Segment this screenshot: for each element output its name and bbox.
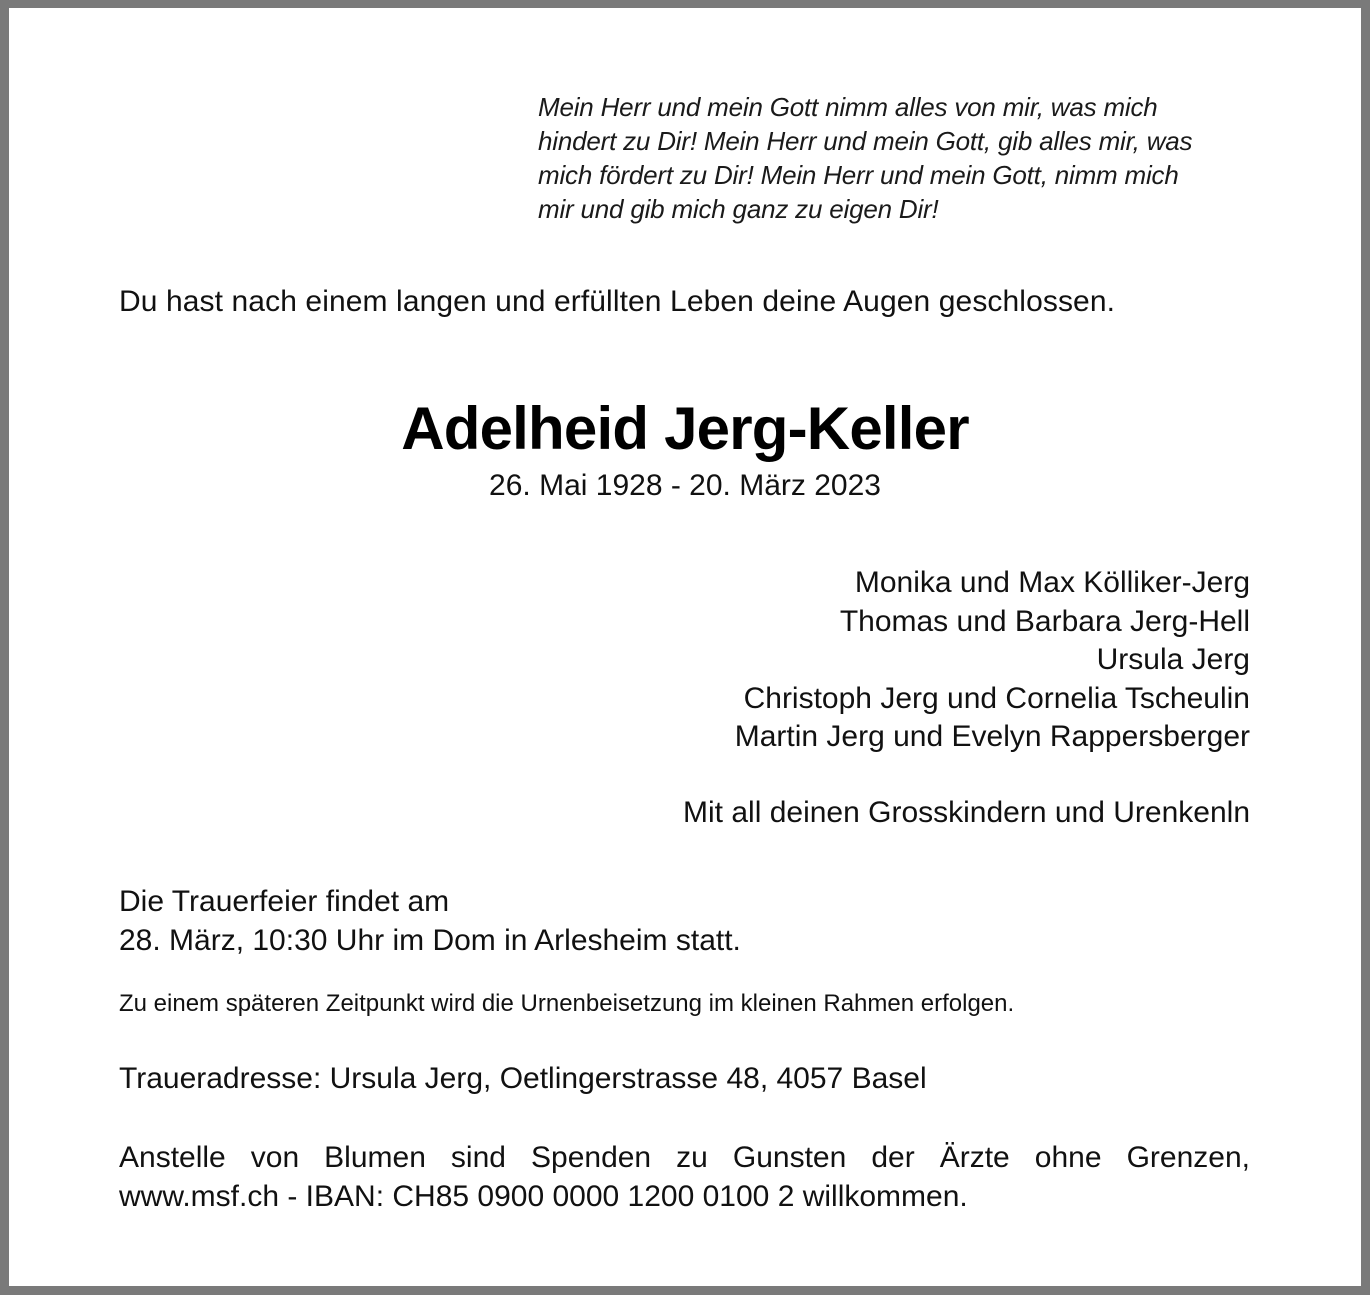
donation-word: Spenden xyxy=(531,1141,652,1174)
prayer-quote-line: hindert zu Dir! Mein Herr und mein Gott, gib alles mir, was xyxy=(538,126,1193,156)
deceased-name: Adelheid Jerg-Keller xyxy=(401,395,969,462)
donation-line-justified xyxy=(119,1138,1250,1177)
ceremony-line: Die Trauerfeier findet am xyxy=(119,885,450,918)
donation-word: Anstelle xyxy=(119,1141,226,1174)
donation-iban-line: www.msf.ch - IBAN: CH85 0900 0000 1200 0100 2 willkommen. xyxy=(119,1180,968,1213)
mourning-address: Traueradresse: Ursula Jerg, Oetlingerstrasse 48, 4057 Basel xyxy=(119,1062,927,1095)
intro-text: Du hast nach einem langen und erfüllten Leben deine Augen geschlossen. xyxy=(119,285,1116,318)
donation-word: Grenzen, xyxy=(1126,1141,1250,1174)
ceremony-info xyxy=(119,882,741,960)
donation-word: von xyxy=(250,1141,300,1174)
donation-word: Gunsten xyxy=(732,1141,847,1174)
urn-burial-note: Zu einem späteren Zeitpunkt wird die Urnenbeisetzung im kleinen Rahmen erfolgen. xyxy=(119,990,1015,1017)
donation-word: Blumen xyxy=(324,1141,426,1174)
donation-word: Ärzte xyxy=(939,1141,1010,1174)
donation-word: zu xyxy=(676,1141,708,1174)
mourners-list xyxy=(735,564,1250,757)
donation-word: ohne xyxy=(1034,1141,1102,1174)
obituary-page xyxy=(9,8,1361,1286)
mourner-entry: Thomas und Barbara Jerg-Hell xyxy=(839,604,1250,638)
mourner-entry: Martin Jerg und Evelyn Rappersberger xyxy=(734,720,1250,753)
family-note: Mit all deinen Grosskindern und Urenkenln xyxy=(683,796,1250,829)
mourner-entry: Ursula Jerg xyxy=(1096,643,1250,676)
prayer-quote xyxy=(538,90,1258,226)
ceremony-line: 28. März, 10:30 Uhr im Dom in Arlesheim statt. xyxy=(119,924,741,957)
prayer-quote-line: mir und gib mich ganz zu eigen Dir! xyxy=(538,194,939,224)
mourner-entry: Christoph Jerg und Cornelia Tscheulin xyxy=(743,681,1250,715)
life-dates: 26. Mai 1928 - 20. März 2023 xyxy=(489,469,881,502)
donation-note xyxy=(119,1138,1250,1216)
donation-word: sind xyxy=(450,1141,506,1174)
donation-word: der xyxy=(871,1141,915,1174)
prayer-quote-line: mich fördert zu Dir! Mein Herr und mein Gott, nimm mich xyxy=(538,160,1179,190)
mourner-entry: Monika und Max Kölliker-Jerg xyxy=(854,566,1250,599)
prayer-quote-line: Mein Herr und mein Gott nimm alles von mir, was mich xyxy=(538,92,1158,122)
